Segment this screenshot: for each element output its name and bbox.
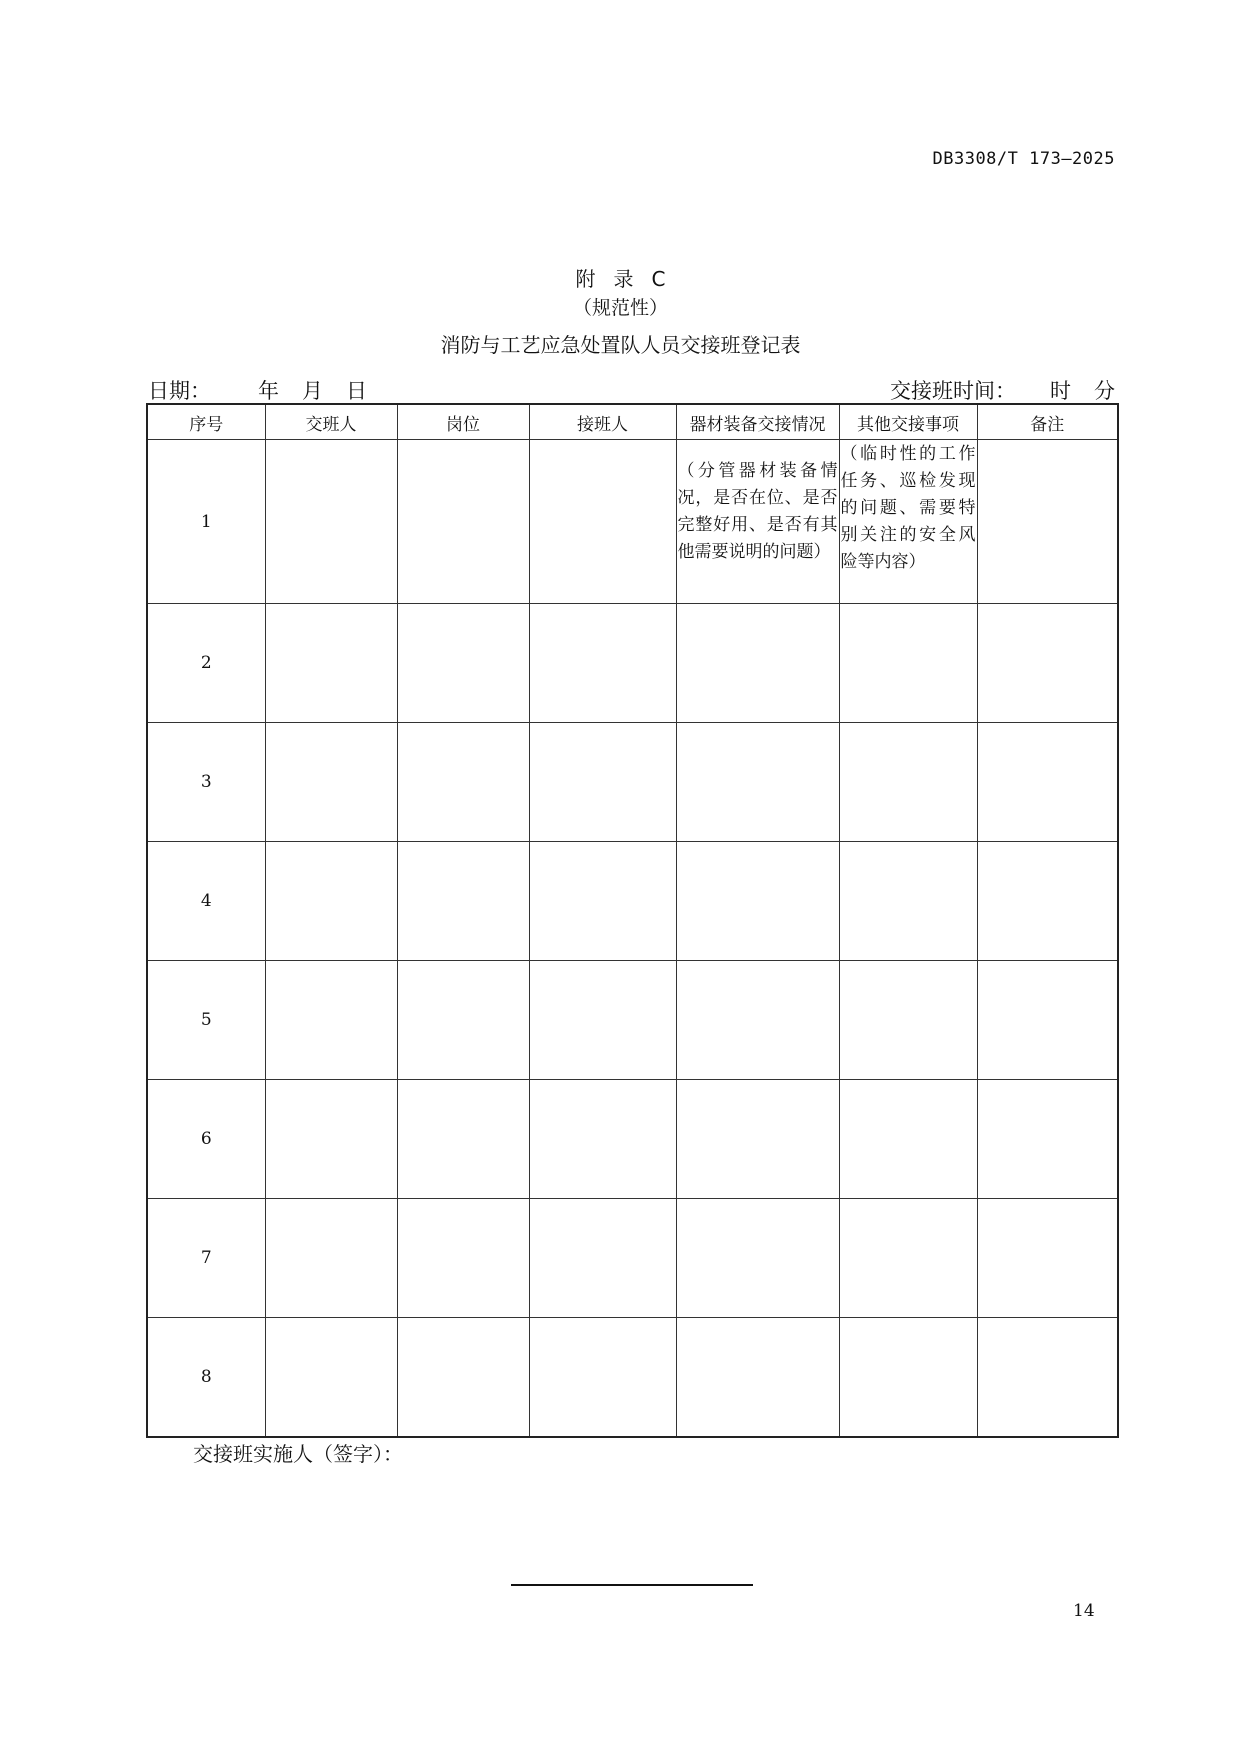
post-cell[interactable] — [397, 604, 529, 723]
appendix-heading: 附录C — [575, 267, 684, 291]
other-matters-cell[interactable] — [839, 961, 977, 1080]
other-matters-cell[interactable] — [839, 1080, 977, 1199]
other-matters-cell[interactable] — [839, 1318, 977, 1438]
remarks-cell[interactable] — [977, 723, 1118, 842]
taking-over-cell[interactable] — [529, 1318, 676, 1438]
remarks-cell[interactable] — [977, 1080, 1118, 1199]
equipment-cell[interactable] — [676, 961, 839, 1080]
remarks-cell[interactable] — [977, 1199, 1118, 1318]
handing-over-cell[interactable] — [265, 604, 397, 723]
other-matters-cell[interactable] — [839, 440, 977, 604]
taking-over-cell[interactable] — [529, 961, 676, 1080]
column-header-other-matters: 其他交接事项 — [839, 404, 977, 440]
column-header-seq: 序号 — [147, 404, 265, 440]
handing-over-cell[interactable] — [265, 1080, 397, 1199]
remarks-cell[interactable] — [977, 1318, 1118, 1438]
table-row — [147, 842, 1118, 961]
seq-cell: 1 — [147, 440, 265, 604]
handing-over-cell[interactable] — [265, 842, 397, 961]
column-header-handing-over: 交班人 — [265, 404, 397, 440]
post-cell[interactable] — [397, 723, 529, 842]
seq-cell: 5 — [147, 961, 265, 1080]
equipment-cell[interactable] — [676, 1199, 839, 1318]
equipment-cell[interactable] — [676, 1080, 839, 1199]
equipment-cell[interactable] — [676, 723, 839, 842]
minute-label: 分 — [1094, 379, 1115, 403]
other-matters-cell[interactable] — [839, 842, 977, 961]
table-row — [147, 1199, 1118, 1318]
year-label: 年 — [258, 379, 279, 403]
table-row — [147, 723, 1118, 842]
month-label: 月 — [302, 379, 323, 403]
seq-cell: 3 — [147, 723, 265, 842]
remarks-cell[interactable] — [977, 842, 1118, 961]
other-matters-cell[interactable] — [839, 604, 977, 723]
remarks-cell[interactable] — [977, 440, 1118, 604]
date-label: 日期： — [148, 379, 211, 403]
table-row — [147, 961, 1118, 1080]
handover-time-label: 交接班时间： — [890, 379, 1016, 403]
equipment-cell[interactable] — [676, 1318, 839, 1438]
taking-over-cell[interactable] — [529, 604, 676, 723]
taking-over-cell[interactable] — [529, 440, 676, 604]
equipment-cell[interactable] — [676, 604, 839, 723]
equipment-cell[interactable] — [676, 440, 839, 604]
other-matters-cell[interactable] — [839, 1199, 977, 1318]
handing-over-cell[interactable] — [265, 961, 397, 1080]
taking-over-cell[interactable] — [529, 1080, 676, 1199]
signature-label: 交接班实施人（签字）： — [193, 1442, 403, 1466]
handover-register-table — [146, 403, 1119, 1438]
column-header-equipment: 器材装备交接情况 — [676, 404, 839, 440]
equipment-cell[interactable] — [676, 842, 839, 961]
post-cell[interactable] — [397, 440, 529, 604]
table-row — [147, 604, 1118, 723]
seq-cell: 4 — [147, 842, 265, 961]
column-header-taking-over: 接班人 — [529, 404, 676, 440]
seq-cell: 7 — [147, 1199, 265, 1318]
taking-over-cell[interactable] — [529, 842, 676, 961]
hour-label: 时 — [1050, 379, 1071, 403]
post-cell[interactable] — [397, 1318, 529, 1438]
table-row — [147, 1080, 1118, 1199]
document-code: DB3308/T 173—2025 — [932, 149, 1115, 169]
table-header-row — [147, 404, 1118, 440]
page-number: 14 — [1073, 1601, 1095, 1621]
remarks-cell[interactable] — [977, 961, 1118, 1080]
post-cell[interactable] — [397, 842, 529, 961]
handing-over-cell[interactable] — [265, 440, 397, 604]
end-divider — [511, 1584, 753, 1586]
table-row — [147, 440, 1118, 604]
post-cell[interactable] — [397, 1080, 529, 1199]
handing-over-cell[interactable] — [265, 1318, 397, 1438]
column-header-remarks: 备注 — [977, 404, 1118, 440]
form-title: 消防与工艺应急处置队人员交接班登记表 — [440, 333, 801, 357]
seq-cell: 2 — [147, 604, 265, 723]
info-line — [148, 375, 1116, 401]
equipment-hint: （分管器材装备情况，是否在位、是否完整好用、是否有其他需要说明的问题） — [677, 461, 838, 562]
day-label: 日 — [346, 379, 367, 403]
seq-cell: 8 — [147, 1318, 265, 1438]
handing-over-cell[interactable] — [265, 723, 397, 842]
seq-cell: 6 — [147, 1080, 265, 1199]
remarks-cell[interactable] — [977, 604, 1118, 723]
taking-over-cell[interactable] — [529, 1199, 676, 1318]
post-cell[interactable] — [397, 1199, 529, 1318]
taking-over-cell[interactable] — [529, 723, 676, 842]
column-header-post: 岗位 — [397, 404, 529, 440]
handing-over-cell[interactable] — [265, 1199, 397, 1318]
normative-label: （规范性） — [572, 297, 668, 319]
other-matters-hint: （临时性的工作任务、巡检发现的问题、需要特别关注的安全风险等内容） — [840, 444, 976, 572]
post-cell[interactable] — [397, 961, 529, 1080]
other-matters-cell[interactable] — [839, 723, 977, 842]
table-row — [147, 1318, 1118, 1438]
